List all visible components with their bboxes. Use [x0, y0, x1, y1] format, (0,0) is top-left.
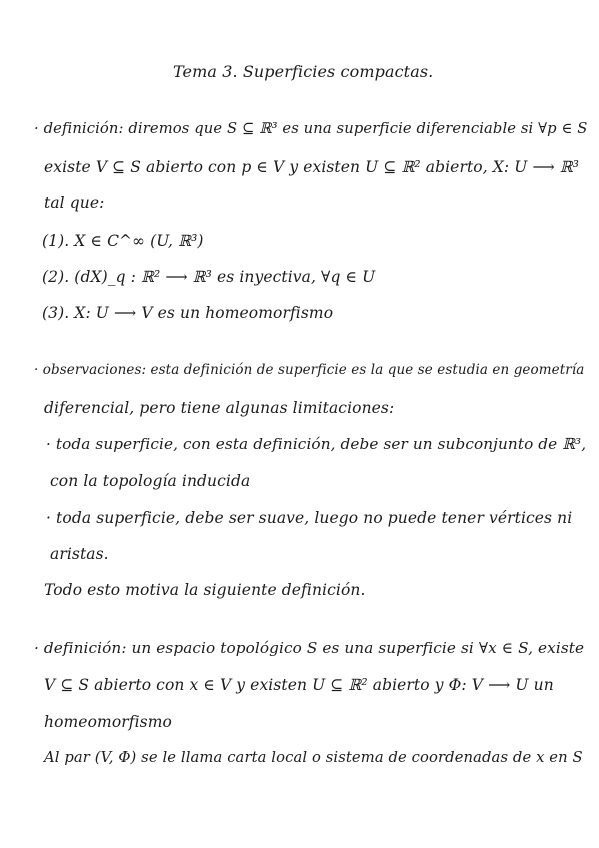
page-title: Tema 3. Superficies compactas. — [173, 62, 434, 81]
definition-2-line-1: · definición: un espacio topológico S es una superficie si ∀x ∈ S, existe — [34, 639, 585, 657]
definition-2-line-3: homeomorfismo — [44, 713, 172, 731]
observations-line-4: con la topología inducida — [50, 472, 251, 490]
condition-1: (1). X ∈ C^∞ (U, ℝ³) — [42, 232, 204, 250]
closing-line: Al par (V, Φ) se le llama carta local o sistema de coordenadas de x en S — [44, 749, 583, 766]
definition-1-line-1: · definición: diremos que S ⊆ ℝ³ es una superficie diferenciable si ∀p ∈ S — [34, 120, 588, 137]
observations-line-6: aristas. — [50, 545, 109, 563]
definition-1-line-3: tal que: — [44, 194, 105, 212]
observations-line-5: · toda superficie, debe ser suave, luego no puede tener vértices ni — [46, 509, 573, 527]
observations-line-2: diferencial, pero tiene algunas limitaciones: — [44, 399, 395, 417]
observations-line-1: · observaciones: esta definición de superficie es la que se estudia en geometría — [34, 362, 585, 378]
motivation-line: Todo esto motiva la siguiente definición. — [44, 581, 366, 599]
definition-2-line-2: V ⊆ S abierto con x ∈ V y existen U ⊆ ℝ² abierto y Φ: V ⟶ U un — [44, 676, 554, 694]
observations-line-3: · toda superficie, con esta definición, debe ser un subconjunto de ℝ³, — [46, 435, 587, 453]
definition-1-line-2: existe V ⊆ S abierto con p ∈ V y existen U ⊆ ℝ² abierto, X: U ⟶ ℝ³ — [44, 158, 580, 176]
condition-2: (2). (dX)_q : ℝ² ⟶ ℝ³ es inyectiva, ∀q ∈ U — [42, 268, 376, 286]
condition-3: (3). X: U ⟶ V es un homeomorfismo — [42, 304, 334, 322]
